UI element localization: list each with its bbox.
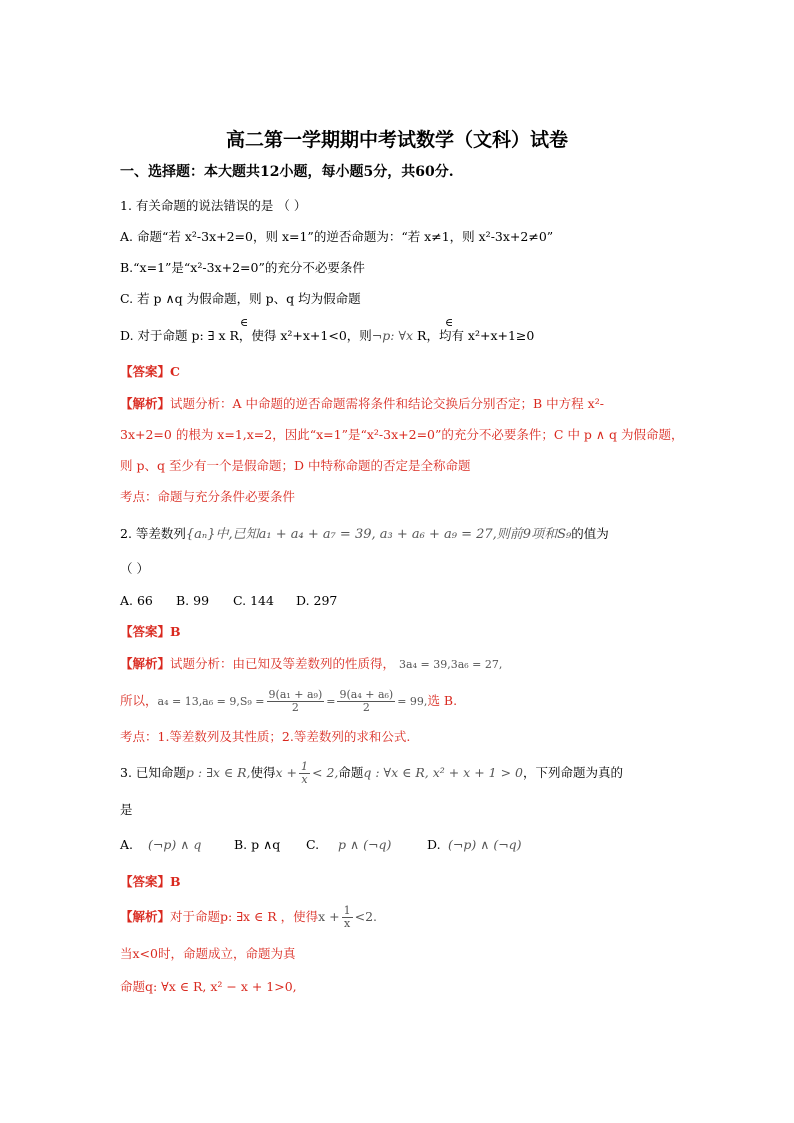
q3-fraction-denominator: x [301,773,308,786]
q2-stem-post: 的值为 [571,526,609,541]
q2-option-c: C. 144 [233,593,274,608]
q1-answer: 【答案】C [120,364,180,379]
q3-stem-line-2: 是 [120,802,133,817]
q1-option-a: A. 命题“若 x²-3x+2=0，则 x=1”的逆否命题为：“若 x≠1，则 x²-3x+2≠0” [120,229,554,244]
q1-option-d [120,328,534,344]
q1-option-d-negation: ¬p: ∀x [371,328,414,343]
q2-stem-formula: {aₙ}中,已知a₁ + a₄ + a₇ = 39, a₃ + a₆ + a₉ = 27,则前9项和S₉ [185,527,572,542]
q1-analysis-tag: 【解析】 [120,396,171,411]
q3-stem-post: ，下列命题为真的 [522,765,623,780]
q3-stem-mid: 使得 [250,765,276,780]
q2-analysis-formula-1: 3a₄ = 39,3a₆ = 27, [399,658,503,671]
q2-paren: （ ） [120,561,149,576]
q3-analysis-line-2: 当x<0时，命题成立，命题为真 [120,946,296,961]
q2-analysis-formula-2: a₄ = 13,a₆ = 9,S₉ = [157,695,265,708]
q3-p-formula: p : ∃x ∈ R, [185,765,251,780]
q3-option-b: B. p ∧q [234,837,281,852]
q2-answer: 【答案】B [120,624,181,639]
q3-fraction [299,761,310,786]
q3-fraction-numerator: 1 [301,760,308,773]
q2-option-a: A. 66 [120,593,153,608]
q3-analysis-fraction [342,905,353,930]
q2-fraction-2-numerator: 9(a₄ + a₆) [339,688,394,701]
q3-option-a: (¬p) ∧ q [148,837,202,852]
q3-analysis-text-1: 对于命题p: ∃x ∈ R ，使得 [170,909,319,924]
q3-ineq-post: < 2, [312,765,339,780]
q2-equals-sign: = [326,695,336,708]
q3-stem-mid2: 命题 [338,765,364,780]
q2-analysis-text-1: 试题分析：由已知及等差数列的性质得， [170,656,396,671]
q1-analysis-line-3: 则 p、q 至少有一个是假命题；D 中特称命题的否定是全称命题 [120,458,471,473]
section-heading: 一、选择题：本大题共12小题，每小题5分，共60分. [120,164,454,180]
q2-analysis-line-2 [120,686,457,717]
q2-fraction-2 [337,689,395,714]
q2-stem-pre: 2. 等差数列 [120,526,186,541]
q3-option-a-label: A. [120,837,134,852]
q2-fraction-1-denominator: 2 [291,701,299,714]
q3-q-formula: q : ∀x ∈ R, x² + x + 1 > 0 [363,765,523,780]
q3-ineq-pre: x + [275,765,297,780]
q3-analysis-line-1 [120,902,377,932]
q2-kaodian: 考点：1.等差数列及其性质；2.等差数列的求和公式. [120,729,411,744]
q1-stem: 1. 有关命题的说法错误的是 （ ） [120,198,307,213]
q3-analysis-tag: 【解析】 [120,909,171,924]
q3-analysis-fraction-numerator: 1 [343,904,351,917]
q2-fraction-1-numerator: 9(a₁ + a₉) [268,688,323,701]
q2-fraction-2-denominator: 2 [362,701,370,714]
q1-option-d-pre: D. 对于命题 p: ∃ x R，使得 x²+x+1<0，则 [120,328,372,343]
q2-analysis-tag: 【解析】 [120,656,171,671]
q1-analysis-line-1 [120,396,604,412]
q3-option-c: p ∧ (¬q) [338,837,392,852]
q3-option-d-label: D. [427,837,441,852]
q2-option-d: D. 297 [296,593,338,608]
q3-analysis-line-3: 命题q: ∀x ∈ R, x² − x + 1>0, [120,979,297,994]
q3-analysis-ineq-pre: x + [318,909,340,924]
q3-stem [120,758,623,788]
q1-option-c: C. 若 p ∧q 为假命题，则 p、q 均为假命题 [120,291,361,306]
q1-analysis-text-1: 试题分析：A 中命题的逆否命题需将条件和结论交换后分别否定；B 中方程 x²- [170,396,604,411]
q1-analysis-line-2: 3x+2=0 的根为 x=1,x=2，因此“x=1”是“x²-3x+2=0”的充分不必要条件；C 中 p ∧ q 为假命题， [120,427,684,442]
element-of-symbol-1: ∈ [240,316,249,329]
q3-stem-pre: 3. 已知命题 [120,765,186,780]
q2-analysis-line-1 [120,656,502,673]
page-title: 高二第一学期期中考试数学（文科）试卷 [225,129,568,151]
q1-option-b: B.“x=1”是“x²-3x+2=0”的充分不必要条件 [120,260,365,275]
q2-analysis-pre: 所以， [120,693,158,708]
q3-answer: 【答案】B [120,874,181,889]
q3-analysis-fraction-denominator: x [344,917,351,930]
q3-analysis-ineq-post: <2. [354,909,378,924]
q2-fraction-1 [267,689,325,714]
q2-result: = 99, [397,695,428,708]
q2-option-b: B. 99 [176,593,210,608]
q2-stem [120,526,609,543]
q3-option-d: (¬p) ∧ (¬q) [448,837,522,852]
element-of-symbol-2: ∈ [445,316,454,329]
q2-choose: 选 B. [427,693,458,708]
q1-option-d-post: R，均有 x²+x+1≥0 [413,328,535,343]
q3-option-c-label: C. [306,837,320,852]
q1-kaodian: 考点：命题与充分条件必要条件 [120,489,296,504]
